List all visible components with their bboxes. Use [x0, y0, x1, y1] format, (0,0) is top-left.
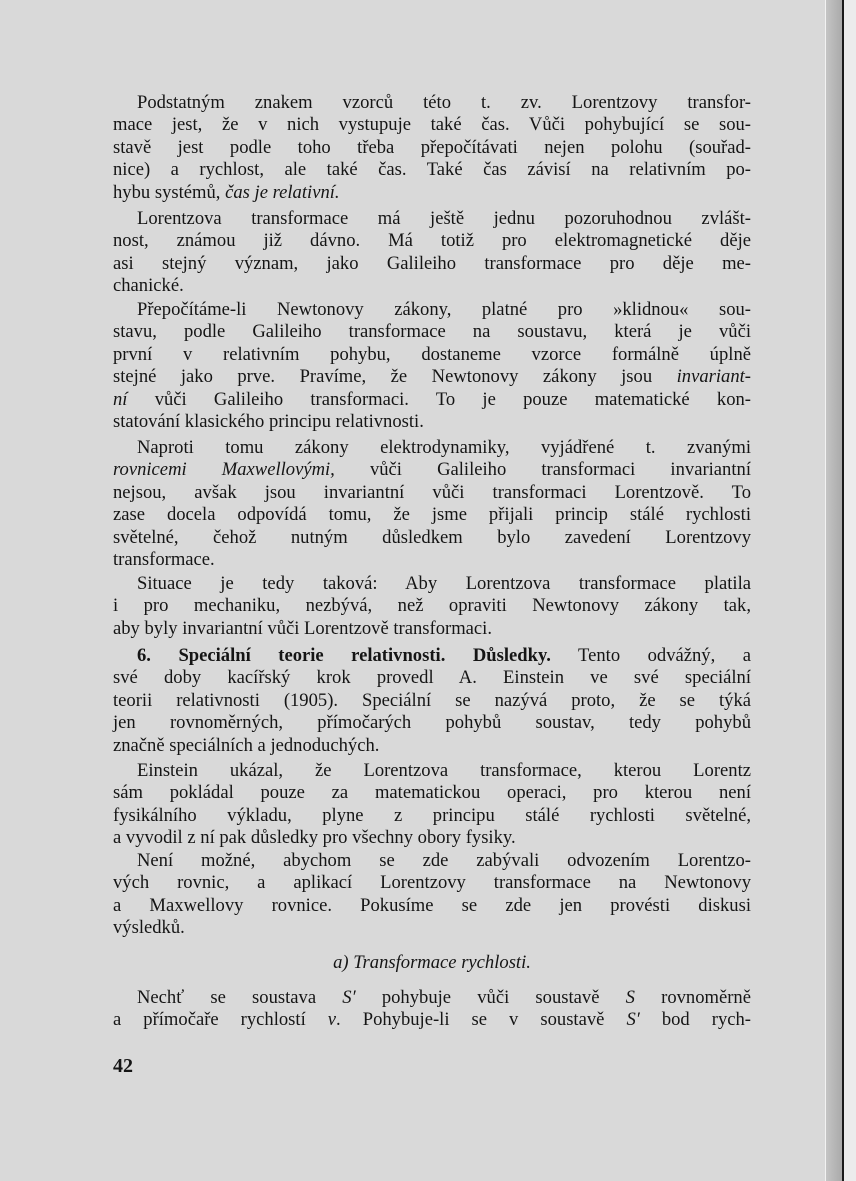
paragraph [113, 573, 751, 640]
text-line [113, 735, 751, 757]
page-edge-shadow [826, 0, 842, 1181]
emphasis-text: S′ [342, 987, 356, 1008]
text-segment: nejsou, avšak jsou invariantní vůči transformaci Lorentzově. To [113, 481, 751, 503]
text-line [113, 667, 751, 689]
text-segment: stavě jest podle toho třeba přepočítávati nejen polohu (souřad- [113, 136, 751, 158]
subsection-heading: a) Transformace rychlosti. [333, 952, 531, 973]
text-segment: Situace je tedy taková: Aby Lorentzova transformace platila [137, 573, 751, 594]
text-line [113, 1009, 751, 1031]
text-segment: stavu, podle Galileiho transformace na soustavu, která je vůči [113, 321, 751, 343]
emphasis-text: čas je relativní. [225, 181, 340, 203]
text-segment: mace jest, že v nich vystupuje také čas. Vůči pohybující se sou- [113, 114, 751, 136]
text-segment: statování klasického principu relativnosti. [113, 411, 424, 433]
text-line [113, 987, 751, 1009]
text-segment: i pro mechaniku, nezbývá, než opraviti Newtonovy zákony tak, [113, 595, 751, 617]
text-segment: Naproti tomu zákony elektrodynamiky, vyjádřené t. zvanými [137, 437, 751, 458]
text-line [113, 92, 751, 114]
text-line [113, 389, 751, 411]
text-line [113, 321, 751, 343]
text-segment: vůči Galileiho transformaci. To je pouze matematické kon- [127, 388, 751, 410]
text-line [113, 782, 751, 804]
text-line [113, 805, 751, 827]
emphasis-text: S′ [626, 1009, 640, 1031]
text-line [113, 275, 751, 297]
text-line [113, 344, 751, 366]
text-segment: nost, známou již dávno. Má totiž pro elektromagnetické děje [113, 230, 751, 252]
text-segment: a vyvodil z ní pak důsledky pro všechny obory fysiky. [113, 827, 516, 849]
emphasis-text: invariant- [676, 366, 751, 388]
text-segment: značně speciálních a jednoduchých. [113, 734, 380, 756]
text-segment: výsledků. [113, 917, 185, 939]
text-segment: stejné jako prve. Pravíme, že Newtonovy zákony jsou [113, 366, 677, 388]
text-segment: fysikálního výkladu, plyne z principu stálé rychlosti světelné, [113, 804, 751, 826]
text-segment: transformace. [113, 549, 215, 571]
text-line [113, 595, 751, 617]
text-segment: a Maxwellovy rovnice. Pokusíme se zde jen provésti diskusi [113, 894, 751, 916]
text-segment: a přímočaře rychlostí [113, 1009, 328, 1031]
text-segment: světelné, čehož nutným důsledkem bylo zavedení Lorentzovy [113, 526, 751, 548]
text-line [113, 850, 751, 872]
text-line [113, 504, 751, 526]
paragraph [113, 760, 751, 850]
paragraph [113, 645, 751, 757]
paragraph [113, 208, 751, 298]
text-segment: první v relativním pohybu, dostaneme vzorce formálně úplně [113, 343, 751, 365]
text-segment: Tento odvážný, a [550, 645, 751, 666]
text-line [113, 114, 751, 136]
page-number: 42 [113, 1055, 133, 1077]
text-line [113, 760, 751, 782]
text-line [113, 230, 751, 252]
paragraph [113, 299, 751, 434]
paragraph [113, 987, 751, 1032]
text-line [113, 712, 751, 734]
text-segment: vých rovnic, a aplikací Lorentzovy transformace na Newtonovy [113, 872, 751, 894]
text-line [113, 549, 751, 571]
text-line [113, 159, 751, 181]
text-line [113, 137, 751, 159]
text-segment: Přepočítáme-li Newtonovy zákony, platné pro »klidnou« sou- [137, 299, 751, 320]
text-line [113, 482, 751, 504]
text-line [113, 827, 751, 849]
emphasis-text: ní [113, 388, 128, 410]
text-line [113, 527, 751, 549]
text-segment: jen rovnoměrných, přímočarých pohybů soustav, tedy pohybů [113, 712, 751, 734]
text-segment: . Pohybuje-li se v soustavě [336, 1009, 627, 1031]
text-line [113, 573, 751, 595]
text-line [113, 459, 751, 481]
text-segment: hybu systémů, [113, 181, 226, 203]
text-segment: chanické. [113, 275, 184, 297]
text-segment: rovnoměrně [634, 987, 751, 1008]
text-segment: Lorentzova transformace má ještě jednu pozoruhodnou zvlášt- [137, 208, 751, 229]
text-line [113, 618, 751, 640]
emphasis-text: rovnicemi Maxwellovými, [113, 459, 335, 481]
text-line [113, 437, 751, 459]
text-line [113, 895, 751, 917]
text-line [113, 182, 751, 204]
text-line [113, 645, 751, 667]
text-segment: vůči Galileiho transformaci invariantní [334, 459, 751, 481]
text-segment: teorii relativnosti (1905). Speciální se nazývá proto, že se týká [113, 689, 751, 711]
paragraph [113, 92, 751, 204]
text-segment: aby byly invariantní vůči Lorentzově transformaci. [113, 617, 492, 639]
text-segment: pohybuje vůči soustavě [355, 987, 626, 1008]
text-segment: sám pokládal pouze za matematickou operaci, pro kterou není [113, 782, 751, 804]
emphasis-text: S [625, 987, 635, 1008]
text-segment: Není možné, abychom se zde zabývali odvozením Lorentzo- [137, 850, 751, 871]
text-line [113, 208, 751, 230]
text-segment: své doby kacířský krok provedl A. Einstein ve své speciální [113, 667, 751, 689]
text-line [113, 366, 751, 388]
emphasis-text: v [327, 1009, 337, 1031]
text-segment: nice) a rychlost, ale také čas. Také čas závisí na relativním po- [113, 159, 751, 181]
text-segment: asi stejný význam, jako Galileiho transformace pro děje me- [113, 252, 751, 274]
text-segment: bod rych- [639, 1009, 751, 1031]
text-line [113, 690, 751, 712]
text-segment: Nechť se soustava [137, 987, 343, 1008]
text-line [113, 872, 751, 894]
paragraph [113, 850, 751, 940]
text-line [113, 917, 751, 939]
text-segment: Einstein ukázal, že Lorentzova transformace, kterou Lorentz [137, 760, 751, 781]
paragraph [113, 437, 751, 572]
text-segment: Podstatným znakem vzorců této t. zv. Lorentzovy transfor- [137, 92, 751, 113]
text-segment: zase docela odpovídá tomu, že jsme přijali princip stálé rychlosti [113, 504, 751, 526]
text-line [113, 411, 751, 433]
page-edge-outer [844, 0, 856, 1181]
section-title: 6. Speciální teorie relativnosti. Důsledky. [137, 645, 551, 666]
text-line [113, 299, 751, 321]
text-line [113, 253, 751, 275]
